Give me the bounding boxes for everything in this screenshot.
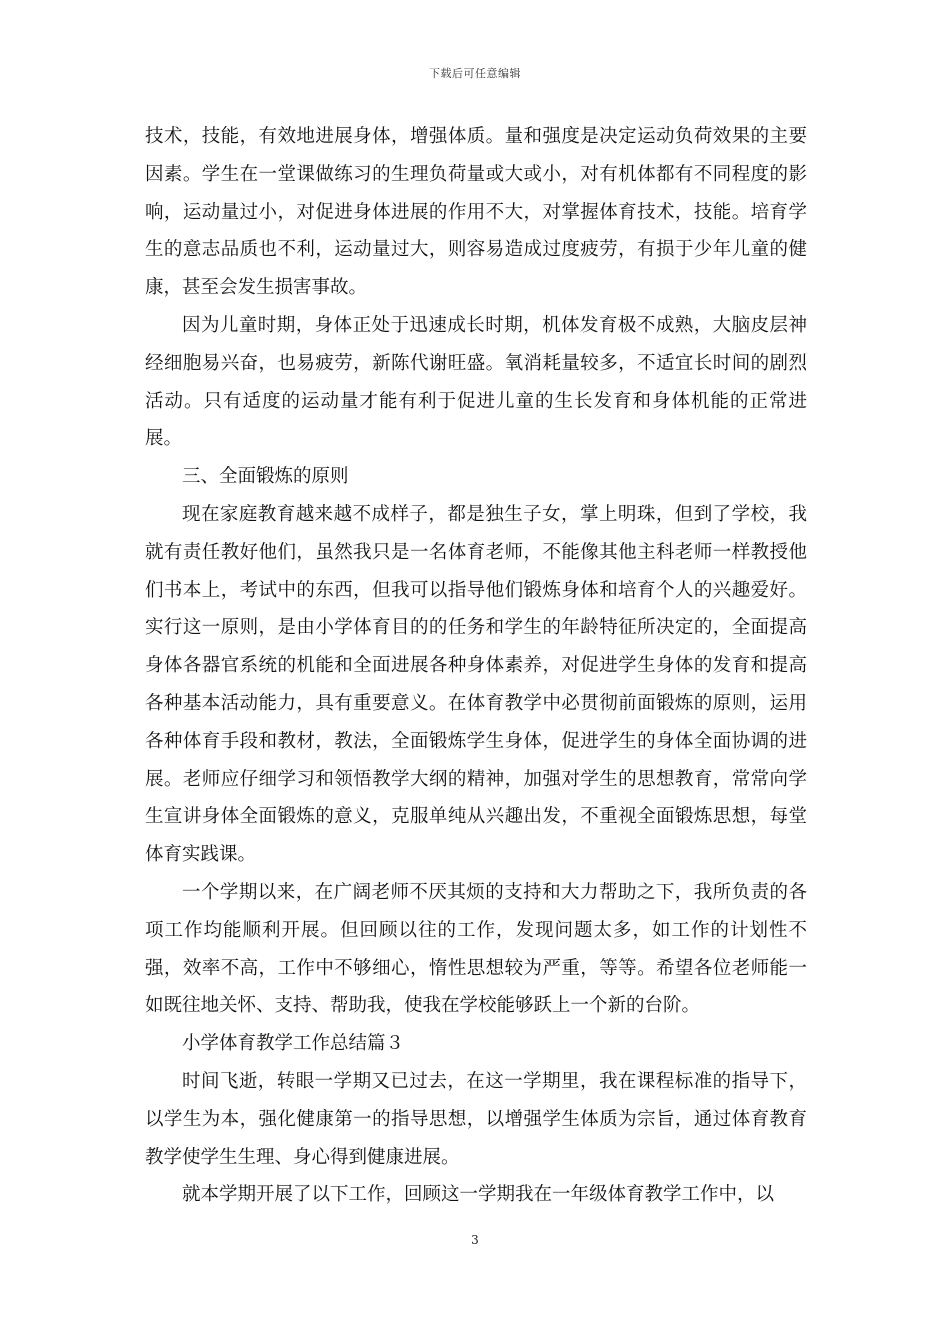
paragraph-children-development: 因为儿童时期，身体正处于迅速成长时期，机体发育极不成熟，大脑皮层神经细胞易兴奋，也易疲劳，新陈代谢旺盛。氧消耗量较多，不适宜长时间的剧烈活动。只有适度的运动量才能有利于促进儿童的生长发育和身体机能的正常进展。 bbox=[145, 314, 807, 450]
paragraph-this-semester: 就本学期开展了以下工作，回顾这一学期我在一年级体育教学工作中，以 bbox=[182, 1184, 775, 1206]
document-body bbox=[145, 118, 807, 1214]
section-heading-comprehensive-training: 三、全面锻炼的原则 bbox=[182, 466, 349, 488]
paragraph-time-flies: 时间飞逝，转眼一学期又已过去，在这一学期里，我在课程标准的指导下，以学生为本，强化健康第一的指导思想，以增强学生体质为宗旨，通过体育教育教学使学生生理、身心得到健康进展。 bbox=[145, 1070, 807, 1168]
section-heading-summary-3: 小学体育教学工作总结篇３ bbox=[182, 1033, 405, 1055]
page-header: 下载后可任意编辑 bbox=[429, 67, 521, 80]
paragraph-semester-review: 一个学期以来，在广阔老师不厌其烦的支持和大力帮助之下，我所负责的各项工作均能顺利开展。但回顾以往的工作，发现问题太多，如工作的计划性不强，效率不高，工作中不够细心，惰性思想较为严重，等等。希望各位老师能一如既往地关怀、支持、帮助我，使我在学校能够跃上一个新的台阶。 bbox=[145, 881, 807, 1017]
page-number: 3 bbox=[471, 1233, 479, 1247]
paragraph-comprehensive-training: 现在家庭教育越来越不成样子，都是独生子女，掌上明珠，但到了学校，我就有责任教好他们，虽然我只是一名体育老师，不能像其他主科老师一样教授他们书本上，考试中的东西，但我可以指导他们锻炼身体和培育个人的兴趣爱好。实行这一原则，是由小学体育目的的任务和学生的年龄特征所决定的，全面提高身体各器官系统的机能和全面进展各种身体素养，对促进学生身体的发育和提高各种基本活动能力，具有重要意义。在体育教学中必贯彻前面锻炼的原则，运用各种体育手段和教材，教法，全面锻炼学生身体，促进学生的身体全面协调的进展。老师应仔细学习和领悟教学大纲的精神，加强对学生的思想教育，常常向学生宣讲身体全面锻炼的意义，克服单纯从兴趣出发，不重视全面锻炼思想，每堂体育实践课。 bbox=[145, 503, 807, 866]
paragraph-continuation: 技术，技能，有效地进展身体，增强体质。量和强度是决定运动负荷效果的主要因素。学生在一堂课做练习的生理负荷量或大或小，对有机体都有不同程度的影响，运动量过小，对促进身体进展的作用不大，对掌握体育技术，技能。培育学生的意志品质也不利，运动量过大，则容易造成过度疲劳，有损于少年儿童的健康，甚至会发生损害事故。 bbox=[145, 126, 807, 299]
